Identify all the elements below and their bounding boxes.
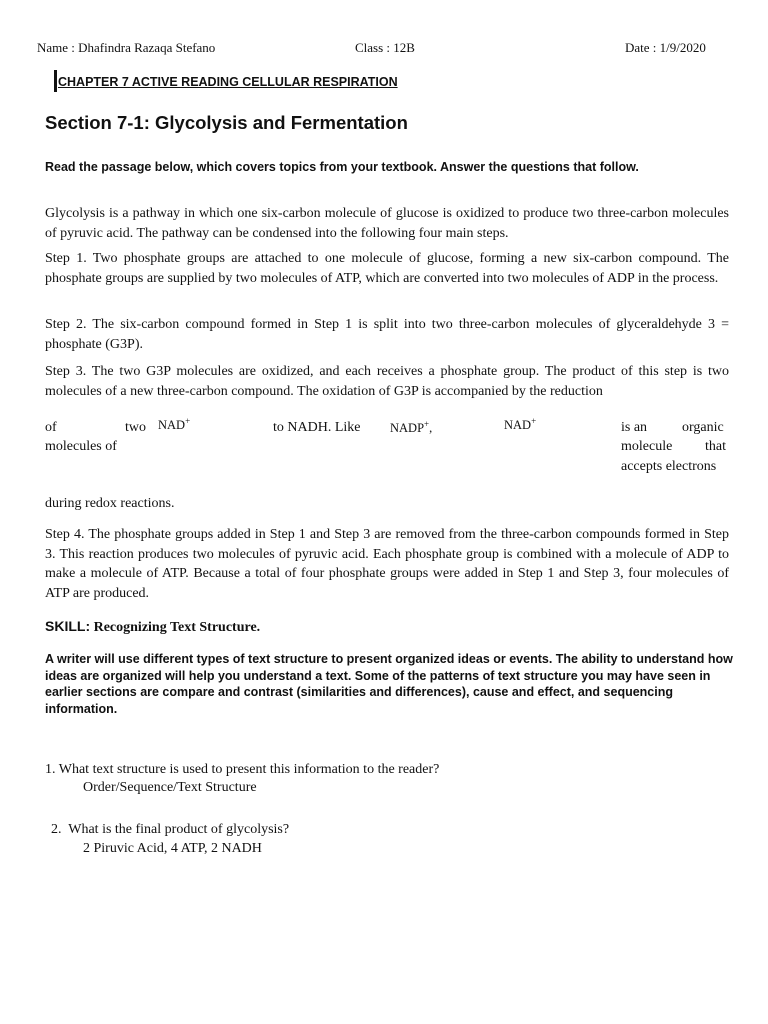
step3-organic: organic xyxy=(682,420,724,435)
passage-step3: Step 3. The two G3P molecules are oxidized, and each receives a phosphate group. The product of this step is two molecules of a new three-carbon compound. The oxidation of G3P is accompanied by the reduction xyxy=(45,364,729,399)
nad-term-1: NAD+ xyxy=(158,415,191,432)
chapter-title: CHAPTER 7 ACTIVE READING CELLULAR RESPIRATION xyxy=(58,75,398,89)
step3-of: of xyxy=(45,420,57,435)
question-2: 2. What is the final product of glycolysis? xyxy=(51,822,290,837)
step3-accepts: accepts electrons xyxy=(621,459,717,474)
text-cursor xyxy=(54,70,57,92)
passage-intro: Glycolysis is a pathway in which one six-carbon molecule of glucose is oxidized to produce two three-carbon molecules of pyruvic acid. The pathway can be condensed into the following four main steps. xyxy=(45,206,729,241)
step3-during: during redox reactions. xyxy=(45,496,175,511)
date-label: Date : 1/9/2020 xyxy=(625,40,706,55)
passage-step2: Step 2. The six-carbon compound formed in Step 1 is split into two three-carbon molecules of glyceraldehyde 3 = phosphate (G3P). xyxy=(45,317,729,352)
section-title: Section 7-1: Glycolysis and Fermentation xyxy=(45,112,408,133)
nad-term-2: NAD+ xyxy=(504,415,537,432)
class-label: Class : 12B xyxy=(355,40,415,55)
step3-molecules-of: molecules of xyxy=(45,439,117,454)
skill-heading: SKILL: Recognizing Text Structure. xyxy=(45,618,261,635)
instruction-text: Read the passage below, which covers topics from your textbook. Answer the questions that follow. xyxy=(45,160,639,174)
passage-step1: Step 1. Two phosphate groups are attached to one molecule of glucose, forming a new six-carbon compound. The phosphate groups are supplied by two molecules of ATP, which are converted into two molecules of ADP in the process. xyxy=(45,251,729,286)
step3-that: that xyxy=(705,439,726,454)
step3-molecule: molecule xyxy=(621,439,673,454)
answer-2: 2 Piruvic Acid, 4 ATP, 2 NADH xyxy=(83,841,262,856)
step3-is-an: is an xyxy=(621,420,648,435)
answer-1: Order/Sequence/Text Structure xyxy=(83,780,257,795)
student-name: Name : Dhafindra Razaqa Stefano xyxy=(37,40,216,55)
question-1: 1. What text structure is used to present this information to the reader? xyxy=(45,762,440,777)
step3-to-nadh: to NADH. Like xyxy=(273,420,361,435)
passage-step4: Step 4. The phosphate groups added in Step 1 and Step 3 are removed from the three-carbon compounds formed in Step 3. This reaction produces two molecules of pyruvic acid. Each phosphate group is combined with a molecule of ADP to make a molecule of ATP. Because a total of four phosphate groups were added in Step 1 and Step 3, four molecules of ATP are produced. xyxy=(45,527,729,601)
nadp-term: NADP+, xyxy=(390,418,433,435)
skill-description: A writer will use different types of text structure to present organized ideas or events. The ability to understand how ideas are organized will help you understand a text. Some of the patterns of text structure you may have seen in earlier sections are compare and contrast (similarities and differences), cause and effect, and sequencing information. xyxy=(45,652,733,717)
step3-two: two xyxy=(125,420,146,435)
